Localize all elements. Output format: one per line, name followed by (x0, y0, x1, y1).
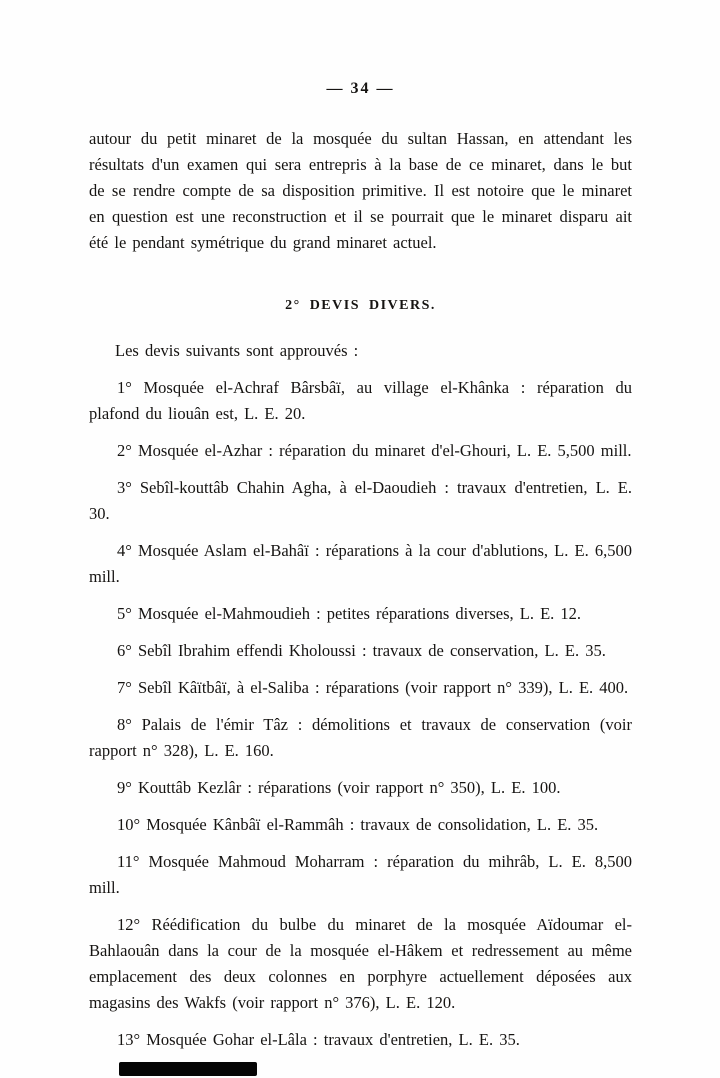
estimate-item: 9° Kouttâb Kezlâr : réparations (voir rapport n° 350), L. E. 100. (117, 778, 561, 797)
text-column (89, 80, 632, 1053)
estimate-item: 1° Mosquée el-Achraf Bârsbâï, au village el-Khânka : réparation du plafond du liouân est, L. E. 20. (89, 378, 632, 423)
estimate-item: 11° Mosquée Mahmoud Moharram : réparation du mihrâb, L. E. 8,500 mill. (89, 852, 632, 897)
estimate-item: 2° Mosquée el-Azhar : réparation du minaret d'el-Ghouri, L. E. 5,500 mill. (117, 441, 632, 460)
estimate-item: 8° Palais de l'émir Tâz : démolitions et travaux de conservation (voir rapport n° 328), L. E. 160. (89, 715, 632, 760)
section-heading: 2° DEVIS DIVERS. (285, 298, 436, 313)
scan-artifact (119, 1062, 257, 1076)
estimate-item: 3° Sebîl-kouttâb Chahin Agha, à el-Daoudieh : travaux d'entretien, L. E. 30. (89, 478, 632, 523)
estimate-item: 5° Mosquée el-Mahmoudieh : petites réparations diverses, L. E. 12. (117, 604, 582, 623)
estimate-item: 10° Mosquée Kânbâï el-Rammâh : travaux de consolidation, L. E. 35. (117, 815, 599, 834)
estimate-item: 6° Sebîl Ibrahim effendi Kholoussi : travaux de conservation, L. E. 35. (117, 641, 606, 660)
lead-line: Les devis suivants sont approuvés : (115, 341, 359, 360)
page-number: — 34 — (326, 80, 395, 97)
estimate-item: 7° Sebîl Kâïtbâï, à el-Saliba : réparations (voir rapport n° 339), L. E. 400. (117, 678, 629, 697)
estimate-item: 12° Réédification du bulbe du minaret de la mosquée Aïdoumar el-Bahlaouân dans la cour de la mosquée el-Hâkem et redressement au même emplacement des deux colonnes en porphyre actuellement déposées aux magasins des Wakfs (voir rapport n° 376), L. E. 120. (89, 915, 632, 1012)
estimate-list (89, 375, 632, 1053)
estimate-item: 13° Mosquée Gohar el-Lâla : travaux d'entretien, L. E. 35. (117, 1030, 520, 1049)
estimate-item: 4° Mosquée Aslam el-Bahâï : réparations à la cour d'ablutions, L. E. 6,500 mill. (89, 541, 632, 586)
intro-paragraph: autour du petit minaret de la mosquée du sultan Hassan, en attendant les résultats d'un examen qui sera entrepris à la base de ce minaret, dans le but de se rendre compte de sa disposition primitive. Il est notoire que le minaret en question est une reconstruction et il se pourrait que le minaret disparu ait été le pendant symétrique du grand minaret actuel. (89, 129, 632, 252)
